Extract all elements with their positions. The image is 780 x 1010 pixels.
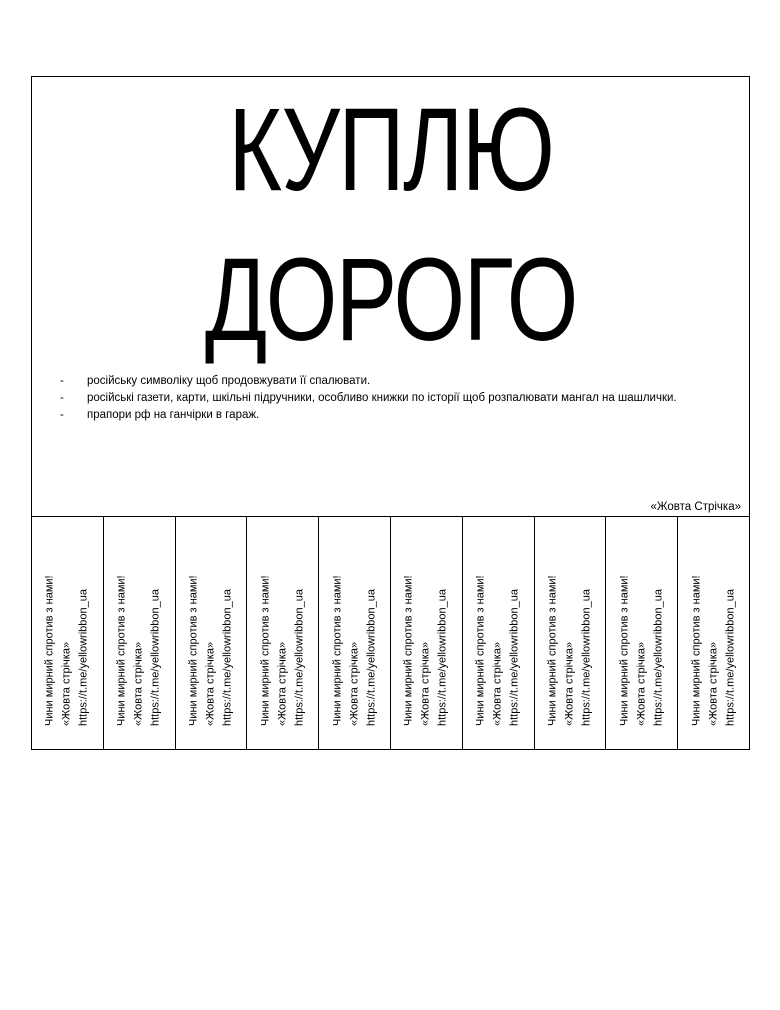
tab-org-name: «Жовта стрічка» (348, 641, 361, 726)
tab-org-name: «Жовта стрічка» (635, 641, 648, 726)
tear-off-tab[interactable] (176, 517, 248, 749)
tab-slogan: Чини мирний спротив з нами! (474, 575, 487, 726)
list-item-text: прапори рф на ганчірки в гараж. (87, 409, 260, 421)
list-marker: - (60, 392, 64, 404)
tab-slogan: Чини мирний спротив з нами! (259, 575, 272, 726)
tab-org-name: «Жовта стрічка» (419, 641, 432, 726)
list-item-text: російську символіку щоб продовжувати її спалювати. (87, 375, 371, 387)
tear-off-tab[interactable] (606, 517, 678, 749)
tab-slogan: Чини мирний спротив з нами! (402, 575, 415, 726)
tab-slogan: Чини мирний спротив з нами! (43, 575, 56, 726)
list-item (60, 373, 677, 390)
headline-line-2: ДОРОГО (204, 234, 577, 366)
tab-link: https://t.me/yellowribbon_ua (724, 589, 737, 726)
tab-org-name: «Жовта стрічка» (132, 641, 145, 726)
tab-link: https://t.me/yellowribbon_ua (149, 589, 162, 726)
list-item-text: російські газети, карти, шкільні підручники, особливо книжки по історії щоб розпалювати мангал на шашлички. (87, 392, 677, 404)
tab-slogan: Чини мирний спротив з нами! (546, 575, 559, 726)
wanted-items-list (60, 373, 677, 424)
tab-slogan: Чини мирний спротив з нами! (115, 575, 128, 726)
tab-link: https://t.me/yellowribbon_ua (580, 589, 593, 726)
tab-link: https://t.me/yellowribbon_ua (508, 589, 521, 726)
tear-off-tab[interactable] (104, 517, 176, 749)
tab-link: https://t.me/yellowribbon_ua (436, 589, 449, 726)
tab-org-name: «Жовта стрічка» (707, 641, 720, 726)
tab-org-name: «Жовта стрічка» (60, 641, 73, 726)
tab-link: https://t.me/yellowribbon_ua (77, 589, 90, 726)
tab-slogan: Чини мирний спротив з нами! (690, 575, 703, 726)
tab-link: https://t.me/yellowribbon_ua (652, 589, 665, 726)
tab-org-name: «Жовта стрічка» (563, 641, 576, 726)
list-item (60, 407, 677, 424)
flyer (31, 76, 750, 750)
list-item (60, 390, 677, 407)
tear-off-tab[interactable] (319, 517, 391, 749)
tab-org-name: «Жовта стрічка» (491, 641, 504, 726)
tear-off-tab[interactable] (463, 517, 535, 749)
tear-off-tab[interactable] (535, 517, 607, 749)
flyer-main-section (32, 77, 749, 517)
tear-off-tab[interactable] (678, 517, 749, 749)
tear-off-tabs (32, 517, 749, 749)
tear-off-tab[interactable] (247, 517, 319, 749)
tear-off-tab[interactable] (32, 517, 104, 749)
tab-org-name: «Жовта стрічка» (204, 641, 217, 726)
headline-line-1: КУПЛЮ (228, 84, 554, 216)
tear-off-tab[interactable] (391, 517, 463, 749)
tab-org-name: «Жовта стрічка» (276, 641, 289, 726)
tab-link: https://t.me/yellowribbon_ua (221, 589, 234, 726)
tab-link: https://t.me/yellowribbon_ua (365, 589, 378, 726)
tab-slogan: Чини мирний спротив з нами! (331, 575, 344, 726)
signature: «Жовта Стрічка» (650, 501, 741, 513)
tab-slogan: Чини мирний спротив з нами! (618, 575, 631, 726)
tab-link: https://t.me/yellowribbon_ua (293, 589, 306, 726)
tab-slogan: Чини мирний спротив з нами! (187, 575, 200, 726)
list-marker: - (60, 375, 64, 387)
list-marker: - (60, 409, 64, 421)
